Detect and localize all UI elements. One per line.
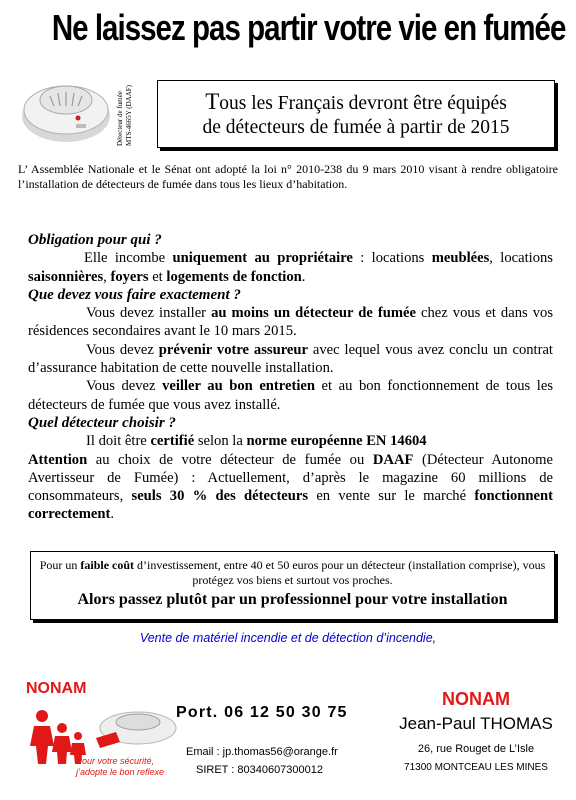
company-logo bbox=[20, 680, 180, 790]
detector-caption-line2: MTS-4665Y (DAAF) bbox=[125, 85, 133, 146]
phone-number: Port. 06 12 50 30 75 bbox=[176, 704, 348, 721]
sales-line: Vente de matériel incendie et de détection d’incendie, bbox=[139, 631, 437, 645]
city-address: 71300 MONTCEAU LES MINES bbox=[404, 762, 548, 773]
cost-paragraph: Pour un faible coût d’investissement, entre 40 et 50 euros pour un détecteur (installation comprise), vous protégez vos biens et surtout vos proches. bbox=[39, 558, 546, 587]
banner-line1-text: ous les Français devront être équipés bbox=[219, 93, 507, 114]
siret-number: SIRET : 80340607300012 bbox=[196, 764, 324, 776]
detector-caption bbox=[114, 70, 144, 146]
logo-name: NONAM bbox=[26, 680, 87, 697]
which-heading: Quel détecteur choisir ? bbox=[28, 414, 176, 431]
which-paragraph-certified: Il doit être certifié selon la norme européenne EN 14604 bbox=[86, 433, 427, 450]
smoke-detector-image bbox=[20, 66, 112, 146]
email-address: Email : jp.thomas56@orange.fr bbox=[186, 746, 338, 758]
smoke-detector-icon bbox=[90, 702, 180, 752]
actions-heading: Que devez vous faire exactement ? bbox=[28, 286, 241, 303]
which-paragraph-attention: Attention au choix de votre détecteur de fumée ou DAAF (Détecteur Autonome Avertisseur de Fumée) : Actuellement, d’après le magazine 60 millions de consommateurs, seuls 30 % des détecteurs en vente sur le marché fonctionnent correctement. bbox=[28, 451, 553, 523]
company-contact bbox=[390, 688, 562, 775]
company-name: NONAM bbox=[442, 689, 510, 709]
main-content bbox=[28, 231, 553, 524]
banner-line2: de détecteurs de fumée à partir de 2015 bbox=[202, 117, 510, 138]
actions-paragraph-install: Vous devez installer au moins un détecteur de fumée chez vous et dans vos résidences secondaires avant le 10 mars 2015. bbox=[28, 305, 553, 340]
banner-line1 bbox=[158, 90, 554, 116]
logo-slogan-line2: j’adopte le bon reflexe bbox=[76, 767, 165, 777]
actions-paragraph-insurer: Vous devez prévenir votre assureur avec lequel vous avez conclu un contrat d’assurance habitation de cette nouvelle installation. bbox=[28, 341, 553, 377]
actions-paragraph-maintenance: Vous devez veiller au bon entretien et au bon fonctionnement de tous les détecteurs de fumée que vous avez installé. bbox=[28, 378, 553, 413]
intro-paragraph: L’ Assemblée Nationale et le Sénat ont adopté la loi n° 2010-238 du 9 mars 2010 visant à rendre obligatoire l’installation de détecteurs de fumée dans tous les lieux d’habitation. bbox=[18, 162, 558, 191]
call-to-action: Alors passez plutôt par un professionnel pour votre installation bbox=[77, 591, 508, 608]
banner-lead-letter: T bbox=[205, 89, 220, 114]
logo-slogan bbox=[76, 756, 186, 778]
contact-person: Jean-Paul THOMAS bbox=[399, 714, 553, 733]
headline: Ne laissez pas partir votre vie en fumée bbox=[51, 7, 566, 48]
law-banner bbox=[157, 80, 555, 148]
obligation-paragraph: Elle incombe uniquement au propriétaire : locations meublées, locations saisonnières, foyers et logements de fonction. bbox=[28, 250, 553, 285]
logo-slogan-line1: Pour votre sécurité, bbox=[76, 756, 155, 766]
street-address: 26, rue Rouget de L’Isle bbox=[417, 743, 535, 755]
obligation-heading: Obligation pour qui ? bbox=[28, 232, 162, 248]
detector-caption-line1: Détecteur de fumée bbox=[116, 91, 124, 146]
cost-box bbox=[30, 551, 555, 620]
